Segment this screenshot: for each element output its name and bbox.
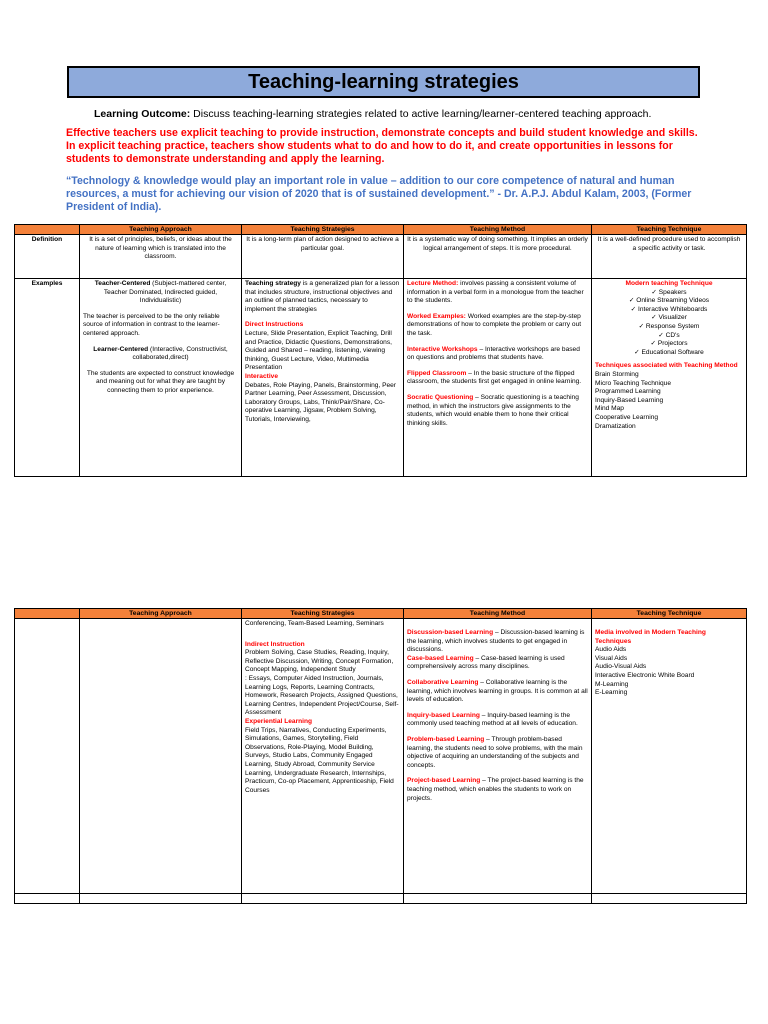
check-item: ✓ Educational Software — [595, 349, 743, 358]
table-header-row — [15, 225, 747, 235]
empty-cell — [404, 894, 592, 904]
empty-cell — [242, 894, 404, 904]
experiential-learning-head: Experiential Learning — [245, 717, 313, 725]
learning-outcome — [94, 108, 651, 120]
header-empty — [15, 609, 80, 619]
header-approach: Teaching Approach — [80, 225, 242, 235]
teaching-strategy-head: Teaching strategy — [245, 280, 301, 287]
definition-strategies: It is a long-term plan of action designed to achieve a particular goal. — [242, 235, 404, 279]
outcome-text: Discuss teaching-learning strategies related to active learning/learner-centered teaching approach. — [190, 108, 652, 120]
collaborative-head: Collaborative Learning — [407, 678, 479, 686]
continued-row — [15, 619, 747, 894]
outcome-label: Learning Outcome: — [94, 108, 191, 120]
indirect-instruction-head: Indirect Instruction — [245, 640, 305, 648]
strategies-table-2 — [14, 608, 747, 904]
collaborative-text: – Collaborative learning is the learning, which involves learning in groups. It is common at all levels of education. — [407, 678, 588, 704]
case-based-text: – Case-based learning is used comprehensively across many disciplines. — [407, 654, 565, 671]
teacher-centered-text: (Subject-mattered center, Teacher Dominated, Indirected guided, Individualistic) — [103, 280, 227, 305]
technique-item: Cooperative Learning — [595, 413, 659, 421]
interactive-workshops-text: – Interactive workshops are based on questions and problems that students have. — [407, 345, 580, 362]
examples-label: Examples — [15, 279, 80, 477]
lecture-method-text: involves passing a consistent volume of information in a verbal form in a monologue from the teacher to the students. — [407, 280, 584, 305]
learner-centered-head: Learner-Centered — [93, 345, 149, 353]
empty-cell — [15, 894, 80, 904]
media-item: E-Learning — [595, 689, 628, 697]
direct-instructions-head: Direct Instructions — [245, 321, 304, 329]
check-item: ✓ Visualizer — [595, 314, 743, 323]
inquiry-based-text: – Inquiry-based learning is the commonly used teaching method at all levels of education. — [407, 711, 578, 728]
title-box — [67, 66, 700, 98]
learner-centered-text: (Interactive, Constructivist, collaborated,direct) — [132, 345, 228, 362]
continued-approach — [80, 619, 242, 894]
check-item: ✓ Response System — [595, 323, 743, 332]
media-item: Audio-Visual Aids — [595, 663, 647, 671]
examples-technique — [592, 279, 747, 477]
technique-item: Brain Storming — [595, 370, 639, 378]
empty-cell — [80, 894, 242, 904]
check-item: ✓ Speakers — [595, 289, 743, 298]
header-empty — [15, 225, 80, 235]
technique-item: Dramatization — [595, 422, 636, 430]
discussion-based-head: Discussion-based Learning — [407, 629, 494, 636]
techniques-associated-head: Techniques associated with Teaching Method — [595, 362, 738, 370]
interactive-head: Interactive — [245, 372, 278, 380]
socratic-questioning-text: – Socratic questioning is a teaching method, in which the instructors give assignments to the students, which would enable them to hone their critical thinking skills. — [407, 393, 579, 427]
continued-technique — [592, 619, 747, 894]
examples-strategies — [242, 279, 404, 477]
technique-item: Inquiry-Based Learning — [595, 396, 664, 404]
teaching-strategy-text: is a generalized plan for a lesson that includes structure, instructional objectives and an outline of planned tactics, necessary to implement the strategies — [245, 280, 400, 313]
interactive-text: Debates, Role Playing, Panels, Brainstorming, Peer Partner Learning, Peer Assessment, Discussion, Laboratory Groups, Labs, Think/Pair/Share, Co-operative Learning, Jigsaw, Problem Solving, Tutorials, Interviewing, — [245, 381, 396, 423]
problem-based-text: – Through problem-based learning, the students need to solve problems, with the main objective of acquiring an understanding of the subjects and concepts. — [407, 735, 583, 769]
check-item: ✓ Online Streaming Videos — [595, 297, 743, 306]
teacher-centered-desc: The teacher is perceived to be the only reliable source of information in contrast to the learner-centered approach. — [83, 312, 220, 337]
flipped-classroom-text: – In the basic structure of the flipped classroom, the students first get engaged in online learning. — [407, 369, 582, 386]
continued-strategies — [242, 619, 404, 894]
continued-label — [15, 619, 80, 894]
learner-centered-desc: The students are expected to construct knowledge and meaning out for what they are taught by connecting them to prior experience. — [86, 369, 235, 394]
modern-technique-head: Modern teaching Technique — [625, 280, 713, 287]
media-item: M-Learning — [595, 680, 629, 688]
worked-examples-head: Worked Examples: — [407, 312, 466, 320]
check-item: ✓ Interactive Whiteboards — [595, 306, 743, 315]
header-approach: Teaching Approach — [80, 609, 242, 619]
inquiry-based-head: Inquiry-based Learning — [407, 711, 480, 719]
modern-technique-list — [595, 289, 743, 358]
project-based-text: – The project-based learning is the teaching method, which enables the students to work on projects. — [407, 777, 584, 802]
strategies-continued: Conferencing, Team-Based Learning, Seminars — [245, 620, 384, 627]
table-header-row — [15, 609, 747, 619]
direct-instructions-text: Lecture, Slide Presentation, Explicit Teaching, Drill and Practice, Didactic Questions, Demonstrations, Guided and Shared – reading, listening, viewing thinking, Guest Lecture, Video, Multimedia Presentation — [245, 329, 392, 372]
case-based-head: Case-based Learning — [407, 654, 474, 662]
technique-item: Micro Teaching Technique — [595, 379, 671, 387]
experiential-learning-text: Field Trips, Narratives, Conducting Experiments, Simulations, Games, Storytelling, Field Observations, Role-Playing, Model Building, Surveys, Studio Labs, Community Engaged Learning, Study Abroad, Community Service Learning, Undergraduate Research, Internships, Practicum, Co-op Placement, Apprenticeship, Field Courses — [245, 726, 394, 794]
flipped-classroom-head: Flipped Classroom — [407, 369, 467, 377]
examples-method — [404, 279, 592, 477]
teacher-centered-head: Teacher-Centered — [94, 280, 151, 287]
definition-label: Definition — [15, 235, 80, 279]
definition-approach: It is a set of principles, beliefs, or ideas about the nature of learning which is translated into the classroom. — [80, 235, 242, 279]
examples-row — [15, 279, 747, 477]
check-item: ✓ CD's — [595, 332, 743, 341]
empty-cell — [592, 894, 747, 904]
quote-paragraph: “Technology & knowledge would play an important role in value – addition to our core competence of natural and human resources, a must for achieving our vision of 2020 that is of sustained development.” - Dr. A.P.J. Abdul Kalam, 2003, (Former President of India). — [66, 175, 692, 213]
media-item: Visual Aids — [595, 654, 628, 662]
indirect-instruction-text-2: : Essays, Computer Aided Instruction, Journals, Learning Logs, Reports, Learning Contracts, Homework, Research Projects, Assigned Questions, Learning Centres, Independent Project/Course, Self-Assessment — [245, 674, 399, 717]
definition-row — [15, 235, 747, 279]
lecture-method-head: Lecture Method: — [407, 280, 459, 287]
problem-based-head: Problem-based Learning — [407, 735, 485, 743]
header-technique: Teaching Technique — [592, 225, 747, 235]
empty-row — [15, 894, 747, 904]
media-head: Media involved in Modern Teaching Techniques — [595, 629, 706, 645]
project-based-head: Project-based Learning — [407, 777, 481, 785]
socratic-questioning-head: Socratic Questioning — [407, 393, 474, 401]
header-strategies: Teaching Strategies — [242, 609, 404, 619]
media-item: Audio Aids — [595, 646, 627, 654]
header-strategies: Teaching Strategies — [242, 225, 404, 235]
indirect-instruction-text: Problem Solving, Case Studies, Reading, Inquiry, Reflective Discussion, Writing, Concept Formation, Concept Mapping, Independent Study — [245, 649, 394, 674]
header-technique: Teaching Technique — [592, 609, 747, 619]
media-item: Interactive Electronic White Board — [595, 671, 695, 679]
strategies-table-1 — [14, 224, 747, 477]
page-title: Teaching-learning strategies — [248, 70, 519, 93]
discussion-based-text: – Discussion-based learning is the learning, which involves students to get engaged in discussions. — [407, 629, 585, 654]
technique-item: Programmed Learning — [595, 388, 661, 396]
definition-method: It is a systematic way of doing something. It implies an orderly logical arrangement of steps. It is more procedural. — [404, 235, 592, 279]
header-method: Teaching Method — [404, 609, 592, 619]
check-item: ✓ Projectors — [595, 340, 743, 349]
intro-paragraph: Effective teachers use explicit teaching to provide instruction, demonstrate concepts and build student knowledge and skills. In explicit teaching practice, teachers show students what to do and how to do it, and create opportunities in lessons for students to demonstrate understanding and apply the learning. — [66, 127, 698, 165]
header-method: Teaching Method — [404, 225, 592, 235]
interactive-workshops-head: Interactive Workshops — [407, 345, 478, 353]
continued-method — [404, 619, 592, 894]
examples-approach — [80, 279, 242, 477]
worked-examples-text: Worked examples are the step-by-step demonstrations of how to complete the problem or carry out the task. — [407, 312, 582, 337]
definition-technique: It is a well-defined procedure used to accomplish a specific activity or task. — [592, 235, 747, 279]
technique-item: Mind Map — [595, 405, 624, 413]
